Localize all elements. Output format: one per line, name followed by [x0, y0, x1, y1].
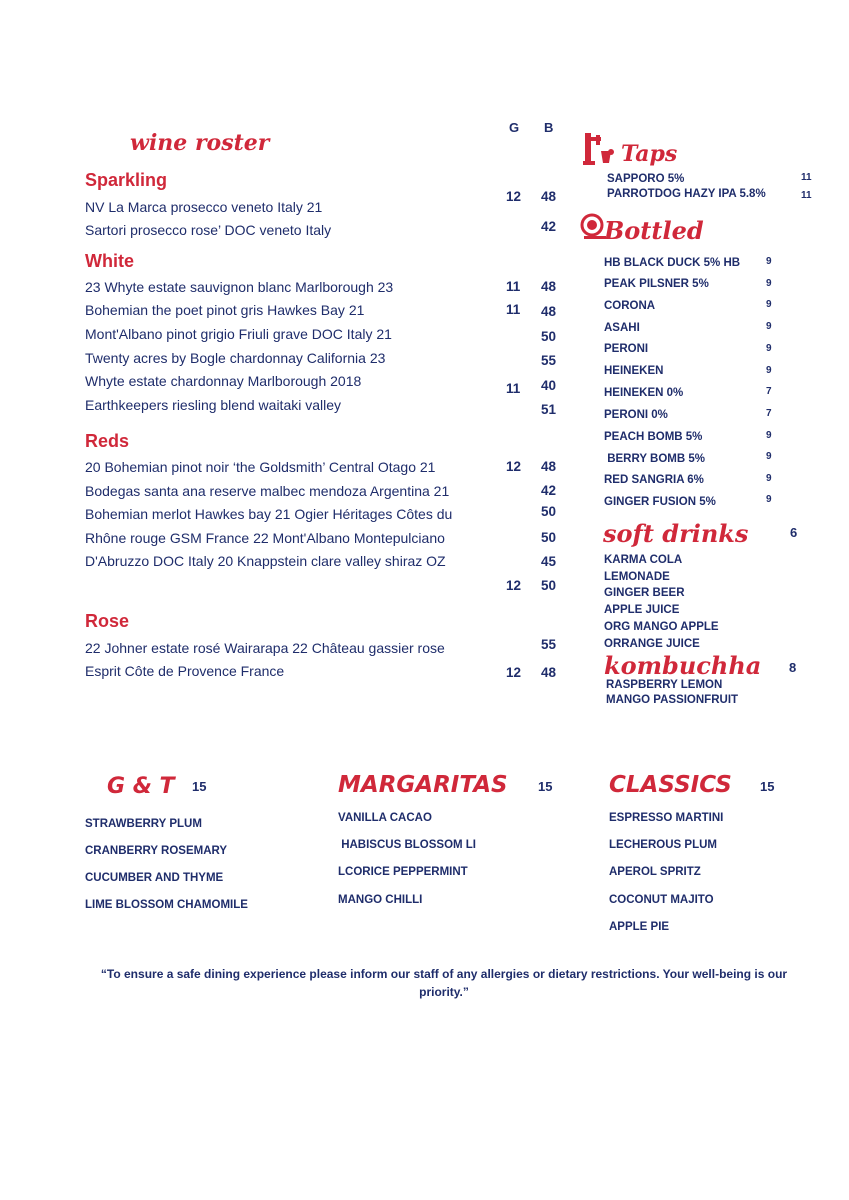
kombucha-price: 8 [789, 660, 797, 675]
bottled-price: 9 [766, 430, 772, 441]
soft-drinks-price: 6 [790, 525, 798, 540]
bottle-price: 48 [541, 189, 557, 204]
wine-line: Sartori prosecco rose’ DOC veneto Italy [85, 222, 332, 238]
classics-item: APEROL SPRITZ [609, 866, 701, 878]
bottled-price: 9 [766, 321, 772, 332]
gt-item: LIME BLOSSOM CHAMOMILE [85, 899, 248, 911]
bottled-price: 9 [766, 494, 772, 505]
allergy-notice: “To ensure a safe dining experience please inform our staff of any allergies or dietary restrictions. Your well-being is our priority.” [100, 967, 788, 999]
bottle-price: 50 [541, 578, 557, 593]
margarita-item: VANILLA CACAO [338, 812, 432, 824]
bottled-item: GINGER FUSION 5% [604, 496, 716, 508]
wine-line: Earthkeepers riesling blend waitaki valley [85, 397, 342, 413]
glass-price: 12 [506, 665, 522, 680]
bottle-price: 42 [541, 483, 557, 498]
bottle-cap-icon [580, 213, 606, 241]
bottle-price: 55 [541, 353, 557, 368]
wine-line: 20 Bohemian pinot noir ‘the Goldsmith’ Central Otago 21 [85, 459, 436, 475]
glass-price: 12 [506, 578, 522, 593]
bottled-price: 9 [766, 256, 772, 267]
wine-roster-title: wine roster [130, 130, 270, 156]
classics-item: LECHEROUS PLUM [609, 839, 717, 851]
bottle-price: 48 [541, 459, 557, 474]
bottled-price: 9 [766, 299, 772, 310]
glass-price: 12 [506, 189, 522, 204]
beer-tap-icon [583, 133, 621, 167]
kombucha-title: kombuchha [604, 651, 762, 680]
gt-item: STRAWBERRY PLUM [85, 818, 202, 830]
bottled-item: ASAHI [604, 322, 640, 334]
classics-title: CLASSICS [609, 772, 732, 798]
bottle-price: 50 [541, 530, 557, 545]
soft-drink-item: GINGER BEER [604, 587, 685, 599]
tap-price: 11 [801, 190, 812, 201]
wine-line: Rhône rouge GSM France 22 Mont'Albano Montepulciano [85, 530, 445, 546]
bottled-item: RED SANGRIA 6% [604, 474, 704, 486]
bottled-item: HB BLACK DUCK 5% HB [604, 257, 741, 269]
gt-item: CRANBERRY ROSEMARY [85, 845, 228, 857]
soft-drink-item: APPLE JUICE [604, 604, 680, 616]
tap-item: SAPPORO 5% [607, 173, 685, 185]
bottled-item: HEINEKEN [604, 365, 664, 377]
margarita-item: HABISCUS BLOSSOM LI [338, 839, 477, 851]
bottled-item: HEINEKEN 0% [604, 387, 684, 399]
glass-price: 11 [506, 279, 521, 294]
margaritas-title: MARGARITAS [338, 772, 508, 798]
bottled-price: 9 [766, 343, 772, 354]
margarita-item: LCORICE PEPPERMINT [338, 866, 468, 878]
bottle-price: 48 [541, 665, 557, 680]
soft-drink-item: ORRANGE JUICE [604, 638, 700, 650]
wine-line: 23 Whyte estate sauvignon blanc Marlborough 23 [85, 279, 394, 295]
classics-item: COCONUT MAJITO [609, 894, 714, 906]
bottle-price: 50 [541, 504, 557, 519]
wine-line: NV La Marca prosecco veneto Italy 21 [85, 199, 323, 215]
soft-drink-item: ORG MANGO APPLE [604, 621, 719, 633]
bottled-item: CORONA [604, 300, 656, 312]
bottled-item: PERONI [604, 343, 649, 355]
soft-drinks-title: soft drinks [603, 519, 749, 548]
wine-line: Whyte estate chardonnay Marlborough 2018 [85, 373, 362, 389]
kombucha-item: RASPBERRY LEMON [606, 679, 723, 691]
wine-line: Bohemian merlot Hawkes bay 21 Ogier Héritages Côtes du [85, 506, 453, 522]
classics-item: ESPRESSO MARTINI [609, 812, 724, 824]
wine-line: 22 Johner estate rosé Wairarapa 22 Château gassier rose [85, 640, 445, 656]
classics-price: 15 [760, 779, 775, 794]
section-heading-sparkling: Sparkling [85, 170, 168, 190]
tap-item: PARROTDOG HAZY IPA 5.8% [607, 188, 766, 200]
glass-price: 11 [506, 302, 521, 317]
wine-line: Mont'Albano pinot grigio Friuli grave DOC Italy 21 [85, 326, 392, 342]
gt-item: CUCUMBER AND THYME [85, 872, 224, 884]
glass-price: 12 [506, 459, 522, 474]
col-header-glass: G [509, 120, 520, 135]
wine-line: Bodegas santa ana reserve malbec mendoza Argentina 21 [85, 483, 450, 499]
bottled-price: 9 [766, 473, 772, 484]
gt-title: G & T [107, 774, 175, 799]
bottled-price: 9 [766, 278, 772, 289]
margaritas-price: 15 [538, 779, 553, 794]
section-heading-reds: Reds [85, 431, 130, 451]
bottle-price: 40 [541, 378, 557, 393]
wine-line: Twenty acres by Bogle chardonnay California 23 [85, 350, 386, 366]
wine-line: Bohemian the poet pinot gris Hawkes Bay 21 [85, 302, 365, 318]
col-header-bottle: B [544, 120, 554, 135]
tap-price: 11 [801, 172, 812, 183]
bottle-price: 48 [541, 279, 557, 294]
margarita-item: MANGO CHILLI [338, 894, 423, 906]
wine-line: D'Abruzzo DOC Italy 20 Knappstein clare valley shiraz OZ [85, 553, 446, 569]
bottle-price: 48 [541, 304, 557, 319]
section-heading-white: White [85, 251, 134, 271]
bottle-price: 55 [541, 637, 557, 652]
soft-drink-item: LEMONADE [604, 571, 670, 583]
bottle-price: 51 [541, 402, 557, 417]
bottled-item: BERRY BOMB 5% [604, 453, 705, 465]
soft-drink-item: KARMA COLA [604, 554, 683, 566]
section-heading-rose: Rose [85, 611, 130, 631]
bottle-price: 42 [541, 219, 557, 234]
bottled-price: 9 [766, 451, 772, 462]
bottled-item: PERONI 0% [604, 409, 668, 421]
kombucha-item: MANGO PASSIONFRUIT [606, 694, 739, 706]
bottle-price: 50 [541, 329, 557, 344]
taps-title: Taps [621, 141, 678, 167]
bottle-price: 45 [541, 554, 557, 569]
glass-price: 11 [506, 381, 521, 396]
bottled-price: 7 [766, 386, 772, 397]
bottled-title: Bottled [604, 216, 704, 245]
classics-item: APPLE PIE [609, 921, 670, 933]
wine-line: Esprit Côte de Provence France [85, 663, 285, 679]
bottled-item: PEACH BOMB 5% [604, 431, 703, 443]
bottled-price: 7 [766, 408, 772, 419]
bottled-price: 9 [766, 365, 772, 376]
gt-price: 15 [192, 779, 207, 794]
bottled-item: PEAK PILSNER 5% [604, 278, 709, 290]
